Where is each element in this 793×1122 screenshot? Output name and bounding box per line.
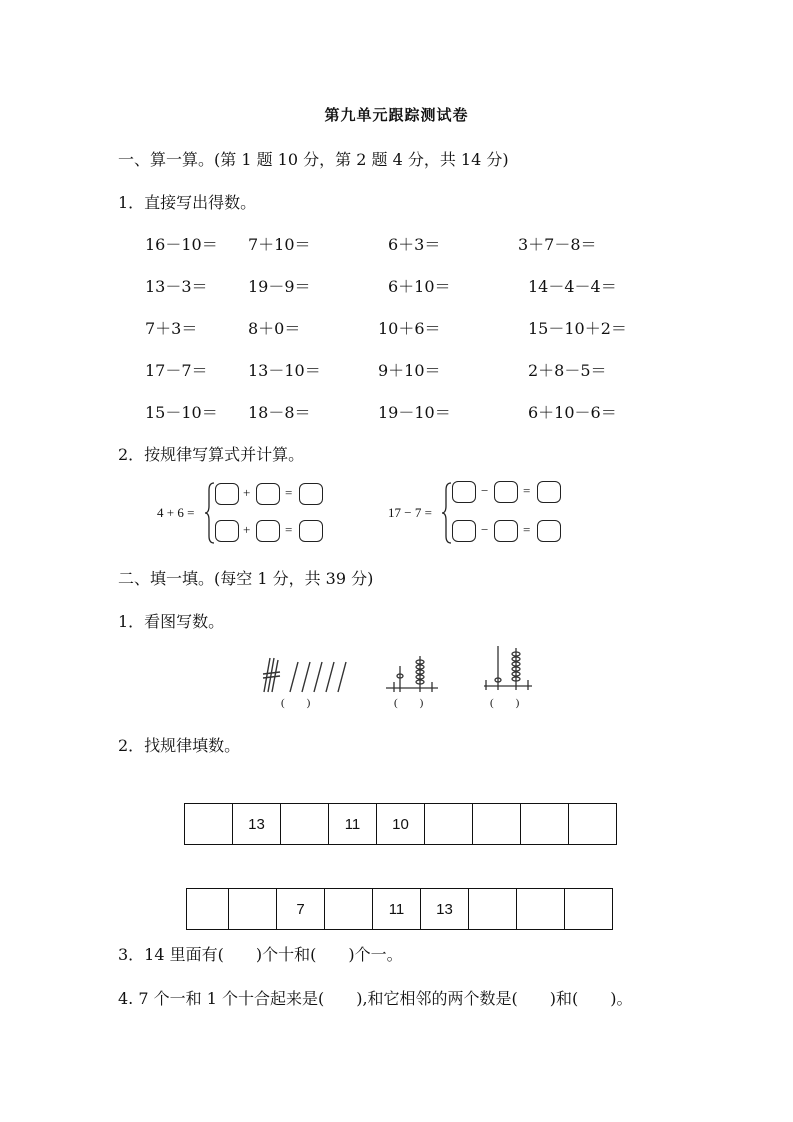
- calc-item: 19－9＝: [248, 277, 311, 296]
- sequence-cell[interactable]: [521, 804, 569, 845]
- sequence-cell: 13: [233, 804, 281, 845]
- sequence-cell: 11: [329, 804, 377, 845]
- equals-sign: =: [523, 483, 531, 498]
- answer-box[interactable]: [452, 520, 476, 542]
- sequence-cell: 10: [377, 804, 425, 845]
- sequence-cell[interactable]: [281, 804, 329, 845]
- minus-sign: −: [481, 483, 489, 498]
- minus-sign: −: [481, 522, 489, 537]
- equals-sign: =: [285, 522, 293, 537]
- answer-paren[interactable]: ( ): [490, 697, 520, 709]
- s2-q2-label: 2．找规律填数。: [118, 736, 241, 755]
- sequence-cell[interactable]: [187, 889, 229, 930]
- calc-item: 7＋3＝: [145, 319, 198, 338]
- answer-paren[interactable]: ( ): [394, 697, 424, 709]
- answer-box[interactable]: [256, 483, 280, 505]
- section2-heading: 二、填一填。(每空 1 分，共 39 分): [118, 569, 374, 588]
- answer-box[interactable]: [215, 520, 239, 542]
- calc-item: 7＋10＝: [248, 235, 311, 254]
- q2-label: 2．按规律写算式并计算。: [118, 445, 305, 464]
- plus-sign: +: [243, 485, 251, 500]
- sequence-table-1: [184, 803, 617, 845]
- answer-box[interactable]: [537, 520, 561, 542]
- calc-item: 19－10＝: [378, 403, 451, 422]
- answer-box[interactable]: [537, 481, 561, 503]
- calc-item: 6＋10＝: [388, 277, 451, 296]
- calc-item: 6＋10－6＝: [528, 403, 617, 422]
- plus-sign: +: [243, 522, 251, 537]
- sequence-cell[interactable]: [569, 804, 617, 845]
- sequence-cell[interactable]: [229, 889, 277, 930]
- sequence-cell[interactable]: [325, 889, 373, 930]
- answer-box[interactable]: [452, 481, 476, 503]
- calc-item: 15－10＝: [145, 403, 218, 422]
- sequence-cell[interactable]: [185, 804, 233, 845]
- answer-box[interactable]: [299, 483, 323, 505]
- sequence-cell[interactable]: [473, 804, 521, 845]
- s2-q3: 3．14 里面有( )个十和( )个一。: [118, 945, 403, 964]
- answer-paren[interactable]: ( ): [281, 697, 311, 709]
- sequence-cell: 11: [373, 889, 421, 930]
- equals-sign: =: [285, 485, 293, 500]
- page-title: 第九单元跟踪测试卷: [324, 106, 469, 124]
- sequence-cell[interactable]: [517, 889, 565, 930]
- q1-label: 1．直接写出得数。: [118, 193, 257, 212]
- s2-q4: 4. 7 个一和 1 个十合起来是( ),和它相邻的两个数是( )和( )。: [118, 989, 633, 1008]
- calc-item: 2＋8－5＝: [528, 361, 607, 380]
- sequence-cell: 13: [421, 889, 469, 930]
- calc-item: 17－7＝: [145, 361, 208, 380]
- counter-figure-2: [482, 642, 534, 700]
- sequence-cell[interactable]: [469, 889, 517, 930]
- calc-item: 14－4－4＝: [528, 277, 617, 296]
- answer-box[interactable]: [256, 520, 280, 542]
- counter-figure-1: [382, 652, 442, 698]
- section1-heading: 一、算一算。(第 1 题 10 分，第 2 题 4 分，共 14 分): [118, 150, 509, 169]
- calc-item: 13－3＝: [145, 277, 208, 296]
- calc-item: 13－10＝: [248, 361, 321, 380]
- calc-item: 15－10＋2＝: [528, 319, 627, 338]
- calc-item: 16－10＝: [145, 235, 218, 254]
- calc-item: 8＋0＝: [248, 319, 301, 338]
- calc-item: 9＋10＝: [378, 361, 441, 380]
- sequence-table-2: [186, 888, 613, 930]
- equals-sign: =: [523, 522, 531, 537]
- calc-item: 6＋3＝: [388, 235, 441, 254]
- s2-q1-label: 1．看图写数。: [118, 612, 225, 631]
- pattern-expr-1: 4 + 6 =: [157, 505, 195, 520]
- calc-item: 10＋6＝: [378, 319, 441, 338]
- sequence-cell[interactable]: [425, 804, 473, 845]
- calc-item: 18－8＝: [248, 403, 311, 422]
- sequence-cell[interactable]: [565, 889, 613, 930]
- pattern-expr-2: 17 − 7 =: [388, 505, 432, 520]
- answer-box[interactable]: [299, 520, 323, 542]
- sequence-cell: 7: [277, 889, 325, 930]
- answer-box[interactable]: [494, 481, 518, 503]
- calc-item: 3＋7－8＝: [518, 235, 597, 254]
- answer-box[interactable]: [215, 483, 239, 505]
- answer-box[interactable]: [494, 520, 518, 542]
